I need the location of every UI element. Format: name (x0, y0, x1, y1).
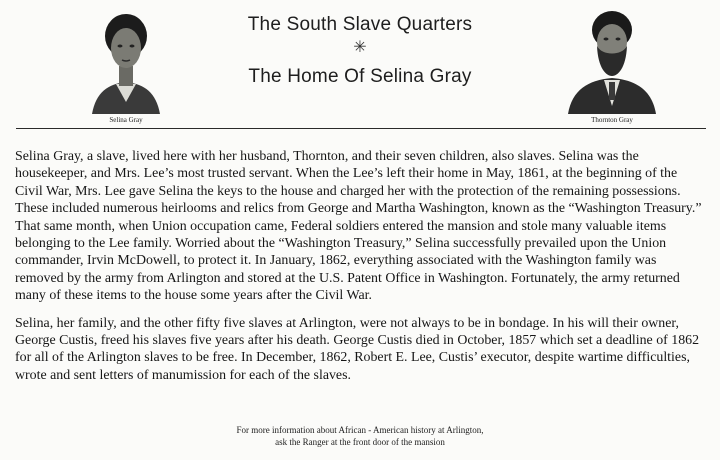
asterisk-ornament-icon: ✳ (353, 39, 367, 56)
header-divider (16, 128, 706, 129)
thornton-gray-portrait (552, 6, 672, 124)
paragraph-selina-gray: Selina Gray, a slave, lived here with her husband, Thornton, and their seven children, also slaves. Selina was the housekeeper, and Mrs. Lee’s most trusted servant. When the Lee’s left their home in May, 1861, at the beginning of the Civil War, Mrs. Lee gave Selina the keys to the house and charged her with the protection of the remaining possessions. These included numerous heirlooms and relics from George and Martha Washington, known as the “Washington Treasury.” That same month, when Union occupation came, Federal soldiers entered the mansion and stole many valuable items belonging to the Lee family. Worried about the “Washington Treasury,” Selina successfully prevailed upon the Union commander, Irvin McDowell, to protect it. In January, 1862, everything associated with the Washington family was removed by the army from Arlington and stored at the U.S. Patent Office in Washington. Fortunately, the army returned many of these items to the house some years after the Civil War. (15, 149, 702, 304)
footer-note (160, 424, 560, 448)
paragraph-arlington-slaves: Selina, her family, and the other fifty five slaves at Arlington, were not always to be in bondage. In his will their owner, George Custis, freed his slaves five years after his death. George Custis died in October, 1857 which set a deadline of 1862 for all of the Arlington slaves to be free. In December, 1862, Robert E. Lee, Custis’ executor, despite wartime difficulties, wrote and sent letters of manumission for each of the slaves. (15, 315, 700, 383)
selina-gray-photo (86, 6, 166, 114)
footer-line2: ask the Ranger at the front door of the mansion (275, 437, 445, 447)
thornton-gray-photo (564, 6, 660, 114)
thornton-gray-caption: Thornton Gray (591, 116, 633, 124)
footer-line1: For more information about African - American history at Arlington, (236, 425, 484, 435)
header (200, 14, 520, 88)
selina-gray-portrait (66, 6, 186, 124)
article-body (15, 148, 705, 384)
page-title-line1: The South Slave Quarters (247, 14, 473, 35)
selina-gray-caption: Selina Gray (109, 116, 143, 124)
page-title-line2: The Home Of Selina Gray (248, 66, 472, 87)
